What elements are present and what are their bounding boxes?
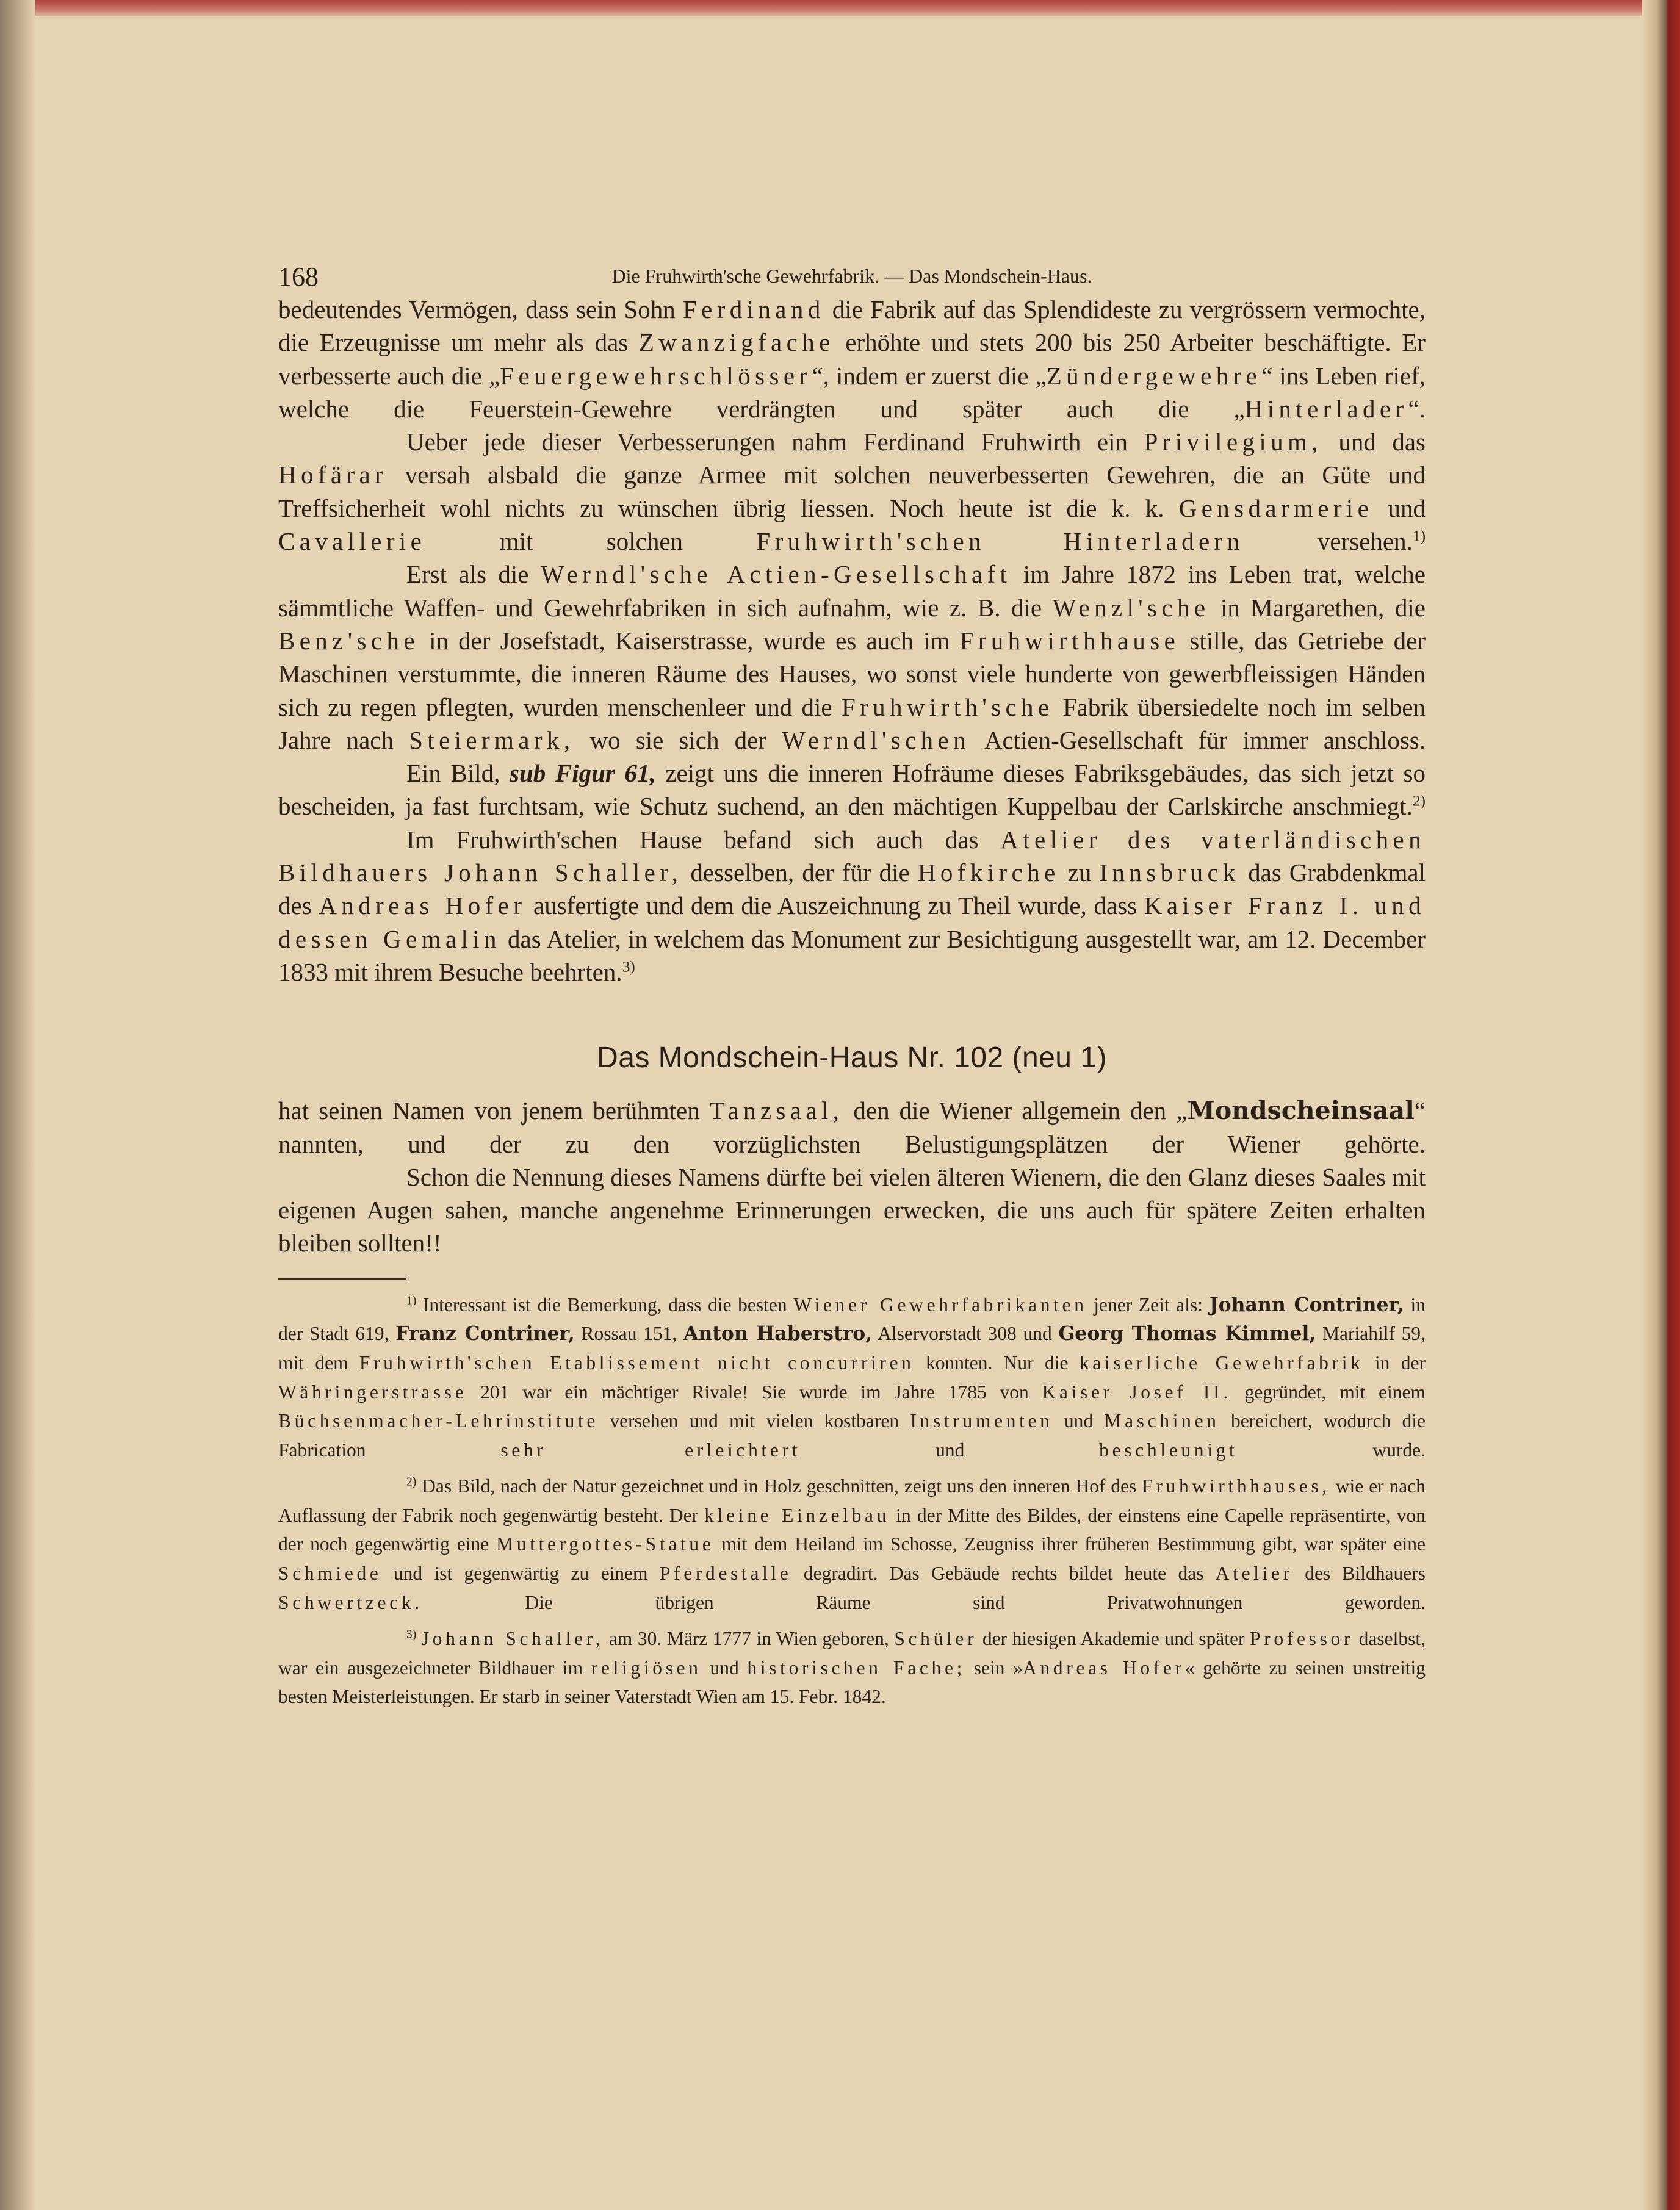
footnote-2: $^{2)}$ Das Bild, nach der Natur gezeichnet und in Holz geschnitten, zeigt uns den inneren Hof des Fruhwirthhauses, wie er nach Auflassung der Fabrik noch gegenwärtig besteht. Der kleine Einzelbau in der Mitte des Bildes, der einstens eine Capelle repräsentirte, von der noch gegenwärtig eine Muttergottes-Statue mit dem Heiland im Schosse, Zeugniss ihrer früheren Bestimmung gibt, war später eine Schmiede und ist gegenwärtig zu einem Pferdestalle degradirt. Das Gebäude rechts bildet heute das Atelier des Bildhauers Schwertzeck. Die übrigen Räume sind Privatwohnungen geworden. xyxy=(278,1475,1426,1613)
footnote-ref-3: 3) xyxy=(622,958,635,976)
footnote-ref-2: 2) xyxy=(1412,792,1426,810)
paragraph-4: Ein Bild, sub Figur 61, zeigt uns die inneren Hofräume dieses Fabriksgebäudes, das sich jetzt so bescheiden, ja fast furchtsam, wie Schutz suchend, an den mächtigen Kuppelbau der Carlskirche anschmiegt.$^{2)}$ xyxy=(278,759,1426,821)
page-number: 168 xyxy=(278,262,319,292)
footnotes xyxy=(278,1290,1426,1711)
section-paragraph-1: hat seinen Namen von jenem berühmten Tanzsaal, den die Wiener allgemein den „Mondscheinsaal“ nannten, und der zu den vorzüglichsten Belustigungsplätzen der Wiener gehörte. xyxy=(278,1096,1426,1158)
footnote-ref-1: 1) xyxy=(1412,527,1426,545)
running-head xyxy=(278,256,1426,293)
section-paragraph-2: Schon die Nennung dieses Namens dürfte bei vielen älteren Wienern, die den Glanz dieses Saales mit eigenen Augen sahen, manche angenehme Erinnerungen erwecken, die uns auch für spätere Zeiten erhalten bleiben sollten!! xyxy=(278,1162,1426,1258)
footnote-1: $^{1)}$ Interessant ist die Bemerkung, dass die besten Wiener Gewehrfabrikanten jener Zeit als: Johann Contriner, in der Stadt 619, Franz Contriner, Rossau 151, Anton Haberstro, Alservorstadt 308 und Georg Thomas Kimmel, Mariahilf 59, mit dem Fruhwirth'schen Etablissement nicht concurriren konnten. Nur die kaiserliche Gewehrfabrik in der Währingerstrasse 201 war ein mächtiger Rivale! Sie wurde im Jahre 1785 von Kaiser Josef II. gegründet, mit einem Büchsenmacher-Lehrinstitute versehen und mit vielen kostbaren Instrumenten und Maschinen bereichert, wodurch die Fabrication sehr erleichtert und beschleunigt wurde. xyxy=(278,1293,1426,1461)
page-left-edge xyxy=(0,0,35,2210)
paragraph-1: bedeutendes Vermögen, dass sein Sohn Ferdinand die Fabrik auf das Splendideste zu vergrössern vermochte, die Erzeugnisse um mehr als das Zwanzigfache erhöhte und stets 200 bis 250 Arbeiter beschäftigte. Er verbesserte auch die „Feuergewehrschlösser“, indem er zuerst die „Zündergewehre“ ins Leben rief, welche die Feuerstein-Gewehre verdrängten und später auch die „Hinterlader“. xyxy=(278,295,1426,423)
body-text xyxy=(278,293,1426,988)
footnote-3: $^{3)}$ Johann Schaller, am 30. März 1777 in Wien geboren, Schüler der hiesigen Akademie und später Professor daselbst, war ein ausgezeichneter Bildhauer im religiösen und historischen Fache; sein »Andreas Hofer« gehörte zu seinen unstreitig besten Meisterleistungen. Er starb in seiner Vaterstadt Wien am 15. Febr. 1842. xyxy=(278,1628,1426,1708)
binding-edge xyxy=(1667,0,1680,2210)
paragraph-3: Erst als die Werndl'sche Actien-Gesellschaft im Jahre 1872 ins Leben trat, welche sämmtliche Waffen- und Gewehrfabriken in sich aufnahm, wie z. B. die Wenzl'sche in Margarethen, die Benz'sche in der Josefstadt, Kaiserstrasse, wurde es auch im Fruhwirthhause stille, das Getriebe der Maschinen verstummte, die inneren Räume des Hauses, wo sonst viele hunderte von gewerbfleissigen Händen sich zu regen pflegten, wurden menschenleer und die Fruhwirth'sche Fabrik übersiedelte noch im selben Jahre nach Steiermark, wo sie sich der Werndl'schen Actien-Gesellschaft für immer anschloss. xyxy=(278,560,1426,754)
footnote-divider xyxy=(278,1278,406,1280)
section-heading: Das Mondschein-Haus Nr. 102 (neu 1) xyxy=(597,1042,1107,1074)
paragraph-2: Ueber jede dieser Verbesserungen nahm Ferdinand Fruhwirth ein Privilegium, und das Hofärar versah alsbald die ganze Armee mit solchen neuverbesserten Gewehren, die an Güte und Treffsicherheit wohl nichts zu wünschen übrig liessen. Noch heute ist die k. k. Gensdarmerie und Cavallerie mit solchen Fruhwirth'schen Hinterladern versehen.$^{1)}$ xyxy=(278,428,1426,556)
page-top-edge xyxy=(0,0,1680,16)
section-text xyxy=(278,1094,1426,1259)
fraktur-mondscheinsaal: Mondscheinsaal xyxy=(1187,1096,1415,1126)
paragraph-5: Im Fruhwirth'schen Hause befand sich auch das Atelier des vaterländischen Bildhauers Johann Schaller, desselben, der für die Hofkirche zu Innsbruck das Grabdenkmal des Andreas Hofer ausfertigte und dem die Auszeichnung zu Theil wurde, dass Kaiser Franz I. und dessen Gemalin das Atelier, in welchem das Monument zur Besichtigung ausgestellt war, am 12. December 1833 mit ihrem Besuche beehrten.$^{3)}$ xyxy=(278,825,1426,986)
book-gutter xyxy=(1642,0,1667,2210)
page-content xyxy=(278,256,1426,1719)
figure-reference: sub Figur 61, xyxy=(510,759,656,788)
running-title: Die Fruhwirth'sche Gewehrfabrik. — Das Mondschein-Haus. xyxy=(611,265,1092,287)
